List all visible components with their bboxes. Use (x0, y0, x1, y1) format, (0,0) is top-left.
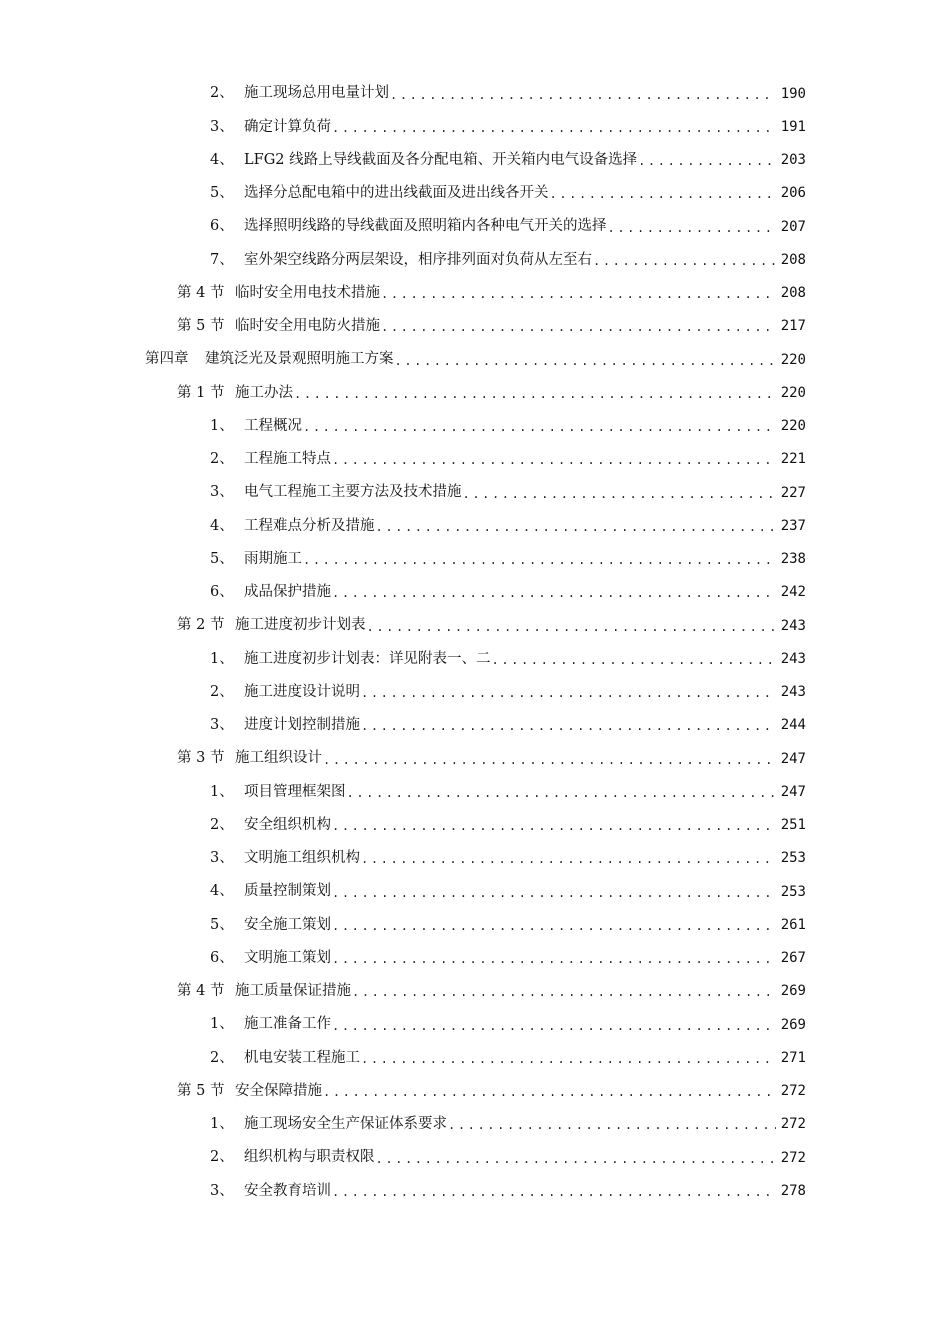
toc-entry-number: 1、 (210, 1016, 234, 1033)
toc-entry-page-number: 237 (780, 517, 806, 534)
dot-leader (390, 89, 776, 101)
toc-subsection-entry[interactable] (0, 1008, 950, 1041)
toc-entry-page-number: 217 (780, 318, 806, 335)
dot-leader (303, 554, 776, 566)
dot-leader (323, 1086, 776, 1098)
toc-entry-title: 安全教育培训 (244, 1182, 331, 1199)
toc-entry-title: 施工进度设计说明 (244, 683, 360, 700)
toc-entry-number: 6、 (210, 584, 234, 601)
dot-leader (332, 887, 776, 899)
dot-leader (332, 1186, 776, 1198)
toc-entry-page-number: 243 (780, 617, 806, 634)
toc-entry-page-number: 267 (780, 950, 806, 967)
toc-entry-number: 4、 (210, 151, 234, 168)
toc-subsection-entry[interactable] (0, 842, 950, 875)
toc-subsection-entry[interactable] (0, 1141, 950, 1174)
toc-section-entry[interactable] (0, 1075, 950, 1108)
dot-leader (367, 621, 777, 633)
toc-entry-number: 2、 (210, 683, 234, 700)
toc-entry-page-number: 221 (780, 451, 806, 468)
toc-entry-title: 进度计划控制措施 (244, 717, 360, 734)
toc-entry-page-number: 208 (780, 285, 806, 302)
toc-entry-title: 工程概况 (244, 417, 302, 434)
toc-entry-page-number: 272 (780, 1149, 806, 1166)
toc-entry-number: 第 2 节 (177, 617, 225, 634)
toc-subsection-entry[interactable] (0, 210, 950, 243)
toc-entry-number: 1、 (210, 783, 234, 800)
toc-entry-title: 安全保障措施 (235, 1082, 322, 1099)
toc-entry-number: 3、 (210, 717, 234, 734)
dot-leader (381, 321, 776, 333)
toc-entry-page-number: 269 (780, 1016, 806, 1033)
toc-subsection-entry[interactable] (0, 543, 950, 576)
toc-entry-number: 1、 (210, 650, 234, 667)
toc-entry-page-number: 272 (780, 1083, 806, 1100)
toc-entry-number: 1、 (210, 417, 234, 434)
toc-entry-title: 施工进度初步计划表 (235, 617, 366, 634)
dot-leader (332, 454, 776, 466)
toc-entry-title: 确定计算负荷 (244, 118, 331, 135)
toc-entry-title: 文明施工策划 (244, 949, 331, 966)
toc-entry-number: 第 5 节 (177, 1082, 225, 1099)
dot-leader (376, 1153, 777, 1165)
toc-entry-number: 2、 (210, 1049, 234, 1066)
toc-entry-title: 建筑泛光及景观照明施工方案 (205, 351, 394, 368)
toc-entry-number: 4、 (210, 883, 234, 900)
toc-subsection-entry[interactable] (0, 177, 950, 210)
dot-leader (332, 820, 776, 832)
toc-subsection-entry[interactable] (0, 1174, 950, 1207)
toc-entry-title: 临时安全用电技术措施 (235, 284, 380, 301)
toc-entry-number: 第 4 节 (177, 983, 225, 1000)
dot-leader (332, 587, 776, 599)
toc-entry-number: 5、 (210, 550, 234, 567)
toc-entry-number: 2、 (210, 451, 234, 468)
toc-entry-title: 组织机构与职责权限 (244, 1149, 375, 1166)
toc-entry-title: 成品保护措施 (244, 584, 331, 601)
toc-entry-number: 3、 (210, 118, 234, 135)
toc-entry-number: 4、 (210, 517, 234, 534)
toc-entry-page-number: 247 (780, 750, 806, 767)
toc-entry-page-number: 190 (780, 85, 806, 102)
toc-entry-title: 施工办法 (235, 384, 293, 401)
toc-subsection-entry[interactable] (0, 243, 950, 276)
dot-leader (294, 388, 776, 400)
toc-entry-number: 6、 (210, 949, 234, 966)
dot-leader (463, 488, 777, 500)
toc-subsection-entry[interactable] (0, 1041, 950, 1074)
toc-entry-title: 施工质量保证措施 (235, 983, 351, 1000)
toc-subsection-entry[interactable] (0, 875, 950, 908)
dot-leader (361, 687, 776, 699)
toc-subsection-entry[interactable] (0, 775, 950, 808)
toc-entry-page-number: 208 (780, 251, 806, 268)
toc-entry-page-number: 253 (780, 883, 806, 900)
toc-entry-number: 7、 (210, 251, 234, 268)
toc-section-entry[interactable] (0, 742, 950, 775)
toc-chapter-entry[interactable] (0, 343, 950, 376)
dot-leader (332, 1020, 776, 1032)
dot-leader (352, 986, 776, 998)
toc-entry-page-number: 220 (780, 418, 806, 435)
dot-leader (332, 920, 776, 932)
toc-section-entry[interactable] (0, 277, 950, 310)
toc-entry-number: 第 5 节 (177, 318, 225, 335)
toc-entry-title: 临时安全用电防火措施 (235, 318, 380, 335)
toc-subsection-entry[interactable] (0, 1108, 950, 1141)
dot-leader (608, 222, 777, 234)
toc-subsection-entry[interactable] (0, 676, 950, 709)
dot-leader (347, 787, 777, 799)
dot-leader (361, 853, 776, 865)
toc-entry-title: 施工现场总用电量计划 (244, 85, 389, 102)
toc-entry-number: 3、 (210, 484, 234, 501)
toc-entry-title: 项目管理框架图 (244, 783, 346, 800)
toc-entry-page-number: 271 (780, 1049, 806, 1066)
toc-entry-page-number: 220 (780, 384, 806, 401)
dot-leader (448, 1119, 776, 1131)
dot-leader (332, 122, 776, 134)
dot-leader (638, 155, 776, 167)
toc-entry-page-number: 247 (780, 783, 806, 800)
toc-entry-page-number: 253 (780, 850, 806, 867)
toc-entry-page-number: 203 (780, 152, 806, 169)
toc-entry-title: 施工现场安全生产保证体系要求 (244, 1116, 447, 1133)
toc-section-entry[interactable] (0, 975, 950, 1008)
toc-entry-number: 2、 (210, 1149, 234, 1166)
dot-leader (550, 188, 777, 200)
toc-subsection-entry[interactable] (0, 942, 950, 975)
toc-entry-number: 5、 (210, 185, 234, 202)
toc-subsection-entry[interactable] (0, 509, 950, 542)
dot-leader (593, 255, 776, 267)
toc-entry-page-number: 227 (780, 484, 806, 501)
toc-entry-number: 3、 (210, 1182, 234, 1199)
dot-leader (395, 355, 777, 367)
toc-section-entry[interactable] (0, 376, 950, 409)
toc-entry-page-number: 220 (780, 351, 806, 368)
toc-entry-number: 第 1 节 (177, 384, 225, 401)
toc-entry-page-number: 278 (780, 1182, 806, 1199)
dot-leader (381, 288, 776, 300)
toc-entry-title: 质量控制策划 (244, 883, 331, 900)
toc-entry-page-number: 243 (780, 650, 806, 667)
toc-entry-number: 1、 (210, 1116, 234, 1133)
toc-entry-title: 工程难点分析及措施 (244, 517, 375, 534)
toc-subsection-entry[interactable] (0, 476, 950, 509)
toc-subsection-entry[interactable] (0, 709, 950, 742)
toc-entry-page-number: 243 (780, 684, 806, 701)
toc-entry-number: 2、 (210, 85, 234, 102)
dot-leader (323, 754, 776, 766)
table-of-contents (0, 77, 950, 1208)
toc-entry-title: 安全施工策划 (244, 916, 331, 933)
toc-entry-title: 选择分总配电箱中的进出线截面及进出线各开关 (244, 185, 549, 202)
toc-entry-title: 文明施工组织机构 (244, 850, 360, 867)
toc-entry-title: 施工准备工作 (244, 1016, 331, 1033)
dot-leader (376, 521, 777, 533)
toc-entry-page-number: 251 (780, 817, 806, 834)
toc-entry-title: 选择照明线路的导线截面及照明箱内各种电气开关的选择 (244, 218, 607, 235)
toc-entry-number: 第 3 节 (177, 750, 225, 767)
toc-entry-page-number: 269 (780, 983, 806, 1000)
toc-entry-page-number: 244 (780, 717, 806, 734)
dot-leader (303, 421, 776, 433)
dot-leader (332, 953, 776, 965)
toc-entry-number: 6、 (210, 218, 234, 235)
toc-entry-number: 第四章 (145, 351, 189, 368)
toc-entry-title: 雨期施工 (244, 550, 302, 567)
dot-leader (492, 654, 777, 666)
toc-entry-title: LFG2 线路上导线截面及各分配电箱、开关箱内电气设备选择 (244, 151, 638, 168)
toc-subsection-entry[interactable] (0, 110, 950, 143)
toc-entry-number: 3、 (210, 850, 234, 867)
toc-entry-title: 机电安装工程施工 (244, 1049, 360, 1066)
dot-leader (361, 720, 776, 732)
toc-entry-page-number: 206 (780, 185, 806, 202)
toc-entry-title: 工程施工特点 (244, 451, 331, 468)
toc-entry-page-number: 272 (780, 1116, 806, 1133)
toc-entry-page-number: 191 (780, 118, 806, 135)
toc-subsection-entry[interactable] (0, 77, 950, 110)
toc-subsection-entry[interactable] (0, 576, 950, 609)
toc-entry-title: 电气工程施工主要方法及技术措施 (244, 484, 462, 501)
toc-entry-title: 安全组织机构 (244, 816, 331, 833)
toc-subsection-entry[interactable] (0, 144, 950, 177)
toc-subsection-entry[interactable] (0, 443, 950, 476)
toc-entry-title: 室外架空线路分两层架设，相序排列面对负荷从左至右 (244, 251, 592, 268)
toc-entry-title: 施工组织设计 (235, 750, 322, 767)
toc-entry-number: 5、 (210, 916, 234, 933)
toc-entry-number: 第 4 节 (177, 284, 225, 301)
toc-section-entry[interactable] (0, 310, 950, 343)
toc-section-entry[interactable] (0, 609, 950, 642)
toc-entry-title: 施工进度初步计划表：详见附表一、二 (244, 650, 491, 667)
dot-leader (361, 1053, 776, 1065)
toc-subsection-entry[interactable] (0, 410, 950, 443)
toc-entry-page-number: 207 (780, 218, 806, 235)
toc-entry-page-number: 242 (780, 584, 806, 601)
toc-entry-number: 2、 (210, 816, 234, 833)
toc-subsection-entry[interactable] (0, 908, 950, 941)
toc-subsection-entry[interactable] (0, 809, 950, 842)
toc-entry-page-number: 238 (780, 551, 806, 568)
toc-entry-page-number: 261 (780, 916, 806, 933)
toc-subsection-entry[interactable] (0, 642, 950, 675)
